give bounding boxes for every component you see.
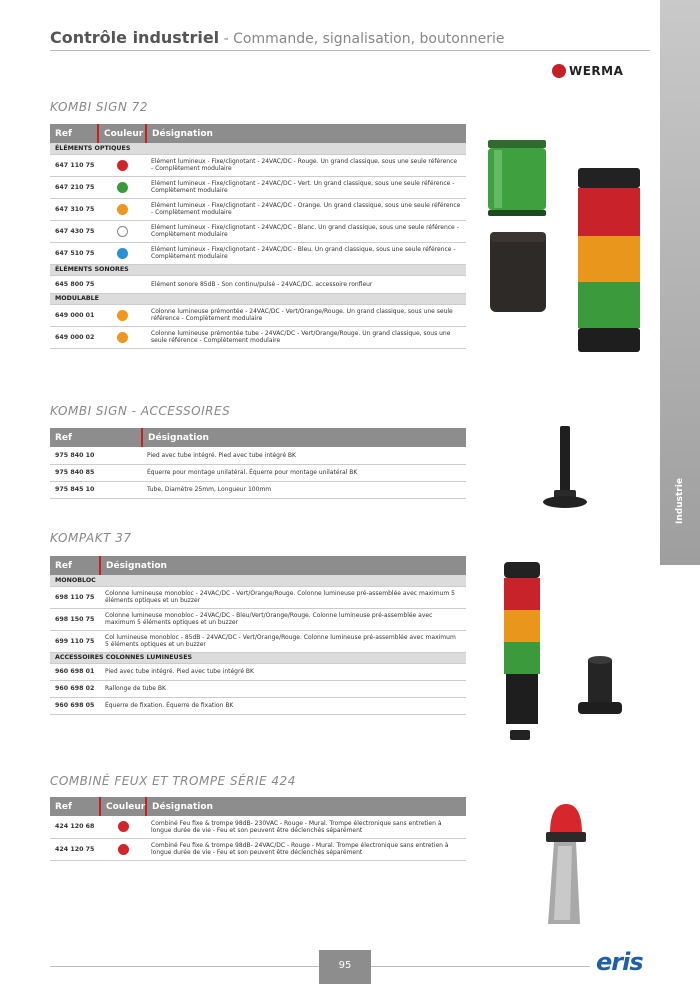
table-row xyxy=(50,630,466,652)
color-blue-swatch xyxy=(117,248,128,259)
col-header-ref: Ref xyxy=(50,124,98,143)
designation-cell: Elément lumineux - Fixe/clignotant - 24VAC/DC - Orange. Un grand classique, sous une seule référence - Complètement modulaire xyxy=(146,198,466,220)
section-title-accessoires: KOMBI SIGN - ACCESSOIRES xyxy=(50,404,231,418)
ref-cell: 424 120 75 xyxy=(50,838,100,860)
designation-cell: Colonne lumineuse prémontée - 24VAC/DC - Vert/Orange/Rouge. Un grand classique, sous une seule référence - Complètement modulaire xyxy=(146,304,466,326)
compact-column-image xyxy=(504,562,540,740)
table-row xyxy=(50,220,466,242)
ref-cell: 960 698 01 xyxy=(50,663,100,680)
table-row xyxy=(50,663,466,680)
color-orange-swatch xyxy=(117,204,128,215)
ref-cell: 960 698 02 xyxy=(50,680,100,697)
color-white-swatch xyxy=(117,226,128,237)
col-header-ref: Ref xyxy=(50,428,142,447)
color-red-swatch xyxy=(118,821,129,832)
designation-cell: Rallonge de tube BK xyxy=(100,680,466,697)
light-column-image xyxy=(578,168,640,352)
designation-cell: Colonne lumineuse monobloc - 24VAC/DC - Vert/Orange/Rouge. Colonne lumineuse pré-assemblée avec maximum 5 éléments optiques et un buzzer xyxy=(100,586,466,608)
table-row xyxy=(50,608,466,630)
sound-element-image xyxy=(490,232,546,312)
page-title xyxy=(50,28,504,47)
werma-logo xyxy=(552,64,623,78)
section-title-kompakt37: KOMPAKT 37 xyxy=(50,531,132,545)
table-row xyxy=(50,304,466,326)
table-row xyxy=(50,242,466,264)
horn-beacon-illustration xyxy=(536,800,596,930)
kombi-sign-illustration xyxy=(480,128,640,368)
designation-cell: Équerre pour montage unilatéral. Équerre pour montage unilatéral BK xyxy=(142,464,466,481)
ref-cell: 647 210 75 xyxy=(50,176,98,198)
col-header-ref: Ref xyxy=(50,797,100,816)
designation-cell: Colonne lumineuse monobloc - 24VAC/DC - Bleu/Vert/Orange/Rouge. Colonne lumineuse pré-assemblée avec maximum 5 éléments optiques et un buzzer xyxy=(100,608,466,630)
table-row xyxy=(50,154,466,176)
color-red-swatch xyxy=(118,844,129,855)
section-title-kombi72: KOMBI SIGN 72 xyxy=(50,100,148,114)
designation-cell: Col lumineuse monobloc - 85dB - 24VAC/DC - Vert/Orange/Rouge. Colonne lumineuse pré-assemblée avec maximum 5 éléments optiques et un buzzer xyxy=(100,630,466,652)
designation-cell: Elément lumineux - Fixe/clignotant - 24VAC/DC - Vert. Un grand classique, sous une seule référence - Complètement modulaire xyxy=(146,176,466,198)
ref-cell: 975 845 10 xyxy=(50,481,142,498)
ref-cell: 698 150 75 xyxy=(50,608,100,630)
page-number: 95 xyxy=(319,950,371,984)
ref-cell: 699 110 75 xyxy=(50,630,100,652)
col-header-designation: Désignation xyxy=(146,124,466,143)
category-row: MODULABLE xyxy=(50,293,466,304)
section-title-combine424: COMBINÉ FEUX ET TROMPE SÉRIE 424 xyxy=(50,774,296,788)
green-element-image xyxy=(488,140,546,216)
table-row xyxy=(50,838,466,860)
col-header-couleur: Couleur xyxy=(98,124,146,143)
ref-cell: 975 840 85 xyxy=(50,464,142,481)
ref-cell: 647 310 75 xyxy=(50,198,98,220)
col-header-designation: Désignation xyxy=(142,428,466,447)
ref-cell: 975 840 10 xyxy=(50,447,142,464)
table-row xyxy=(50,816,466,838)
category-row: MONOBLOC xyxy=(50,575,466,586)
side-tab-label: Industrie xyxy=(675,478,685,524)
color-green-swatch xyxy=(117,182,128,193)
werma-logo-text: WERMA xyxy=(569,64,624,78)
color-red-swatch xyxy=(117,160,128,171)
ref-cell: 424 120 68 xyxy=(50,816,100,838)
ref-cell: 645 800 75 xyxy=(50,275,98,293)
designation-cell: Combiné Feu fixe & trompe 98dB- 24VAC/DC - Rouge - Mural. Trompe électronique sans entretien à longue durée de vie - Feu et son peuvent être déclenchés séparément xyxy=(146,838,466,860)
werma-logo-icon xyxy=(552,64,566,78)
table-row xyxy=(50,447,466,464)
ref-cell: 960 698 05 xyxy=(50,697,100,714)
table-row xyxy=(50,680,466,697)
designation-cell: Elément lumineux - Fixe/clignotant - 24VAC/DC - Blanc. Un grand classique, sous une seule référence - Complètement modulaire xyxy=(146,220,466,242)
designation-cell: Elément sonore 85dB - Son continu/pulsé - 24VAC/DC. accessoire ronfleur xyxy=(146,275,466,293)
ref-cell: 647 110 75 xyxy=(50,154,98,176)
category-row: ÉLÉMENTS OPTIQUES xyxy=(50,143,466,154)
table-kombi72 xyxy=(50,124,466,349)
kompakt-illustration xyxy=(500,558,640,748)
table-row xyxy=(50,198,466,220)
table-row xyxy=(50,275,466,293)
designation-cell: Colonne lumineuse prémontée tube - 24VAC/DC - Vert/Orange/Rouge. Un grand classique, sous une seule référence - Complètement modulaire xyxy=(146,326,466,348)
table-row xyxy=(50,697,466,714)
designation-cell: Tube, Diamètre 25mm, Longueur 100mm xyxy=(142,481,466,498)
ref-cell: 647 430 75 xyxy=(50,220,98,242)
col-header-couleur: Couleur xyxy=(100,797,146,816)
designation-cell: Pied avec tube intégré. Pied avec tube intégré BK xyxy=(100,663,466,680)
designation-cell: Elément lumineux - Fixe/clignotant - 24VAC/DC - Rouge. Un grand classique, sous une seule référence - Complètement modulaire xyxy=(146,154,466,176)
designation-cell: Pied avec tube intégré. Pied avec tube intégré BK xyxy=(142,447,466,464)
ref-cell: 649 000 02 xyxy=(50,326,98,348)
color-orange-swatch xyxy=(117,310,128,321)
designation-cell: Combiné Feu fixe & trompe 98dB- 230VAC - Rouge - Mural. Trompe électronique sans entretien à longue durée de vie - Feu et son peuvent être déclenchés séparément xyxy=(146,816,466,838)
category-row: ÉLÉMENTS SONORES xyxy=(50,264,466,275)
ref-cell: 698 110 75 xyxy=(50,586,100,608)
page-title-separator: - xyxy=(219,31,234,47)
table-row xyxy=(50,464,466,481)
table-combine424 xyxy=(50,797,466,861)
designation-cell: Elément lumineux - Fixe/clignotant - 24VAC/DC - Bleu. Un grand classique, sous une seule référence - Complètement modulaire xyxy=(146,242,466,264)
category-row: ACCESSOIRES COLONNES LUMINEUSES xyxy=(50,652,466,663)
col-header-designation: Désignation xyxy=(100,556,466,575)
title-divider xyxy=(50,50,650,51)
table-row xyxy=(50,176,466,198)
ref-cell: 649 000 01 xyxy=(50,304,98,326)
mounting-foot-illustration xyxy=(540,424,590,514)
col-header-ref: Ref xyxy=(50,556,100,575)
page-subtitle: Commande, signalisation, boutonnerie xyxy=(233,31,505,47)
color-orange-swatch xyxy=(117,332,128,343)
table-row xyxy=(50,586,466,608)
eris-logo: eris xyxy=(596,948,643,976)
table-row xyxy=(50,481,466,498)
ref-cell: 647 510 75 xyxy=(50,242,98,264)
designation-cell: Équerre de fixation. Équerre de fixation BK xyxy=(100,697,466,714)
table-kompakt37 xyxy=(50,556,466,715)
page-title-main: Contrôle industriel xyxy=(50,28,220,47)
compact-foot-image xyxy=(578,656,622,714)
col-header-designation: Désignation xyxy=(146,797,466,816)
table-row xyxy=(50,326,466,348)
table-accessoires xyxy=(50,428,466,499)
